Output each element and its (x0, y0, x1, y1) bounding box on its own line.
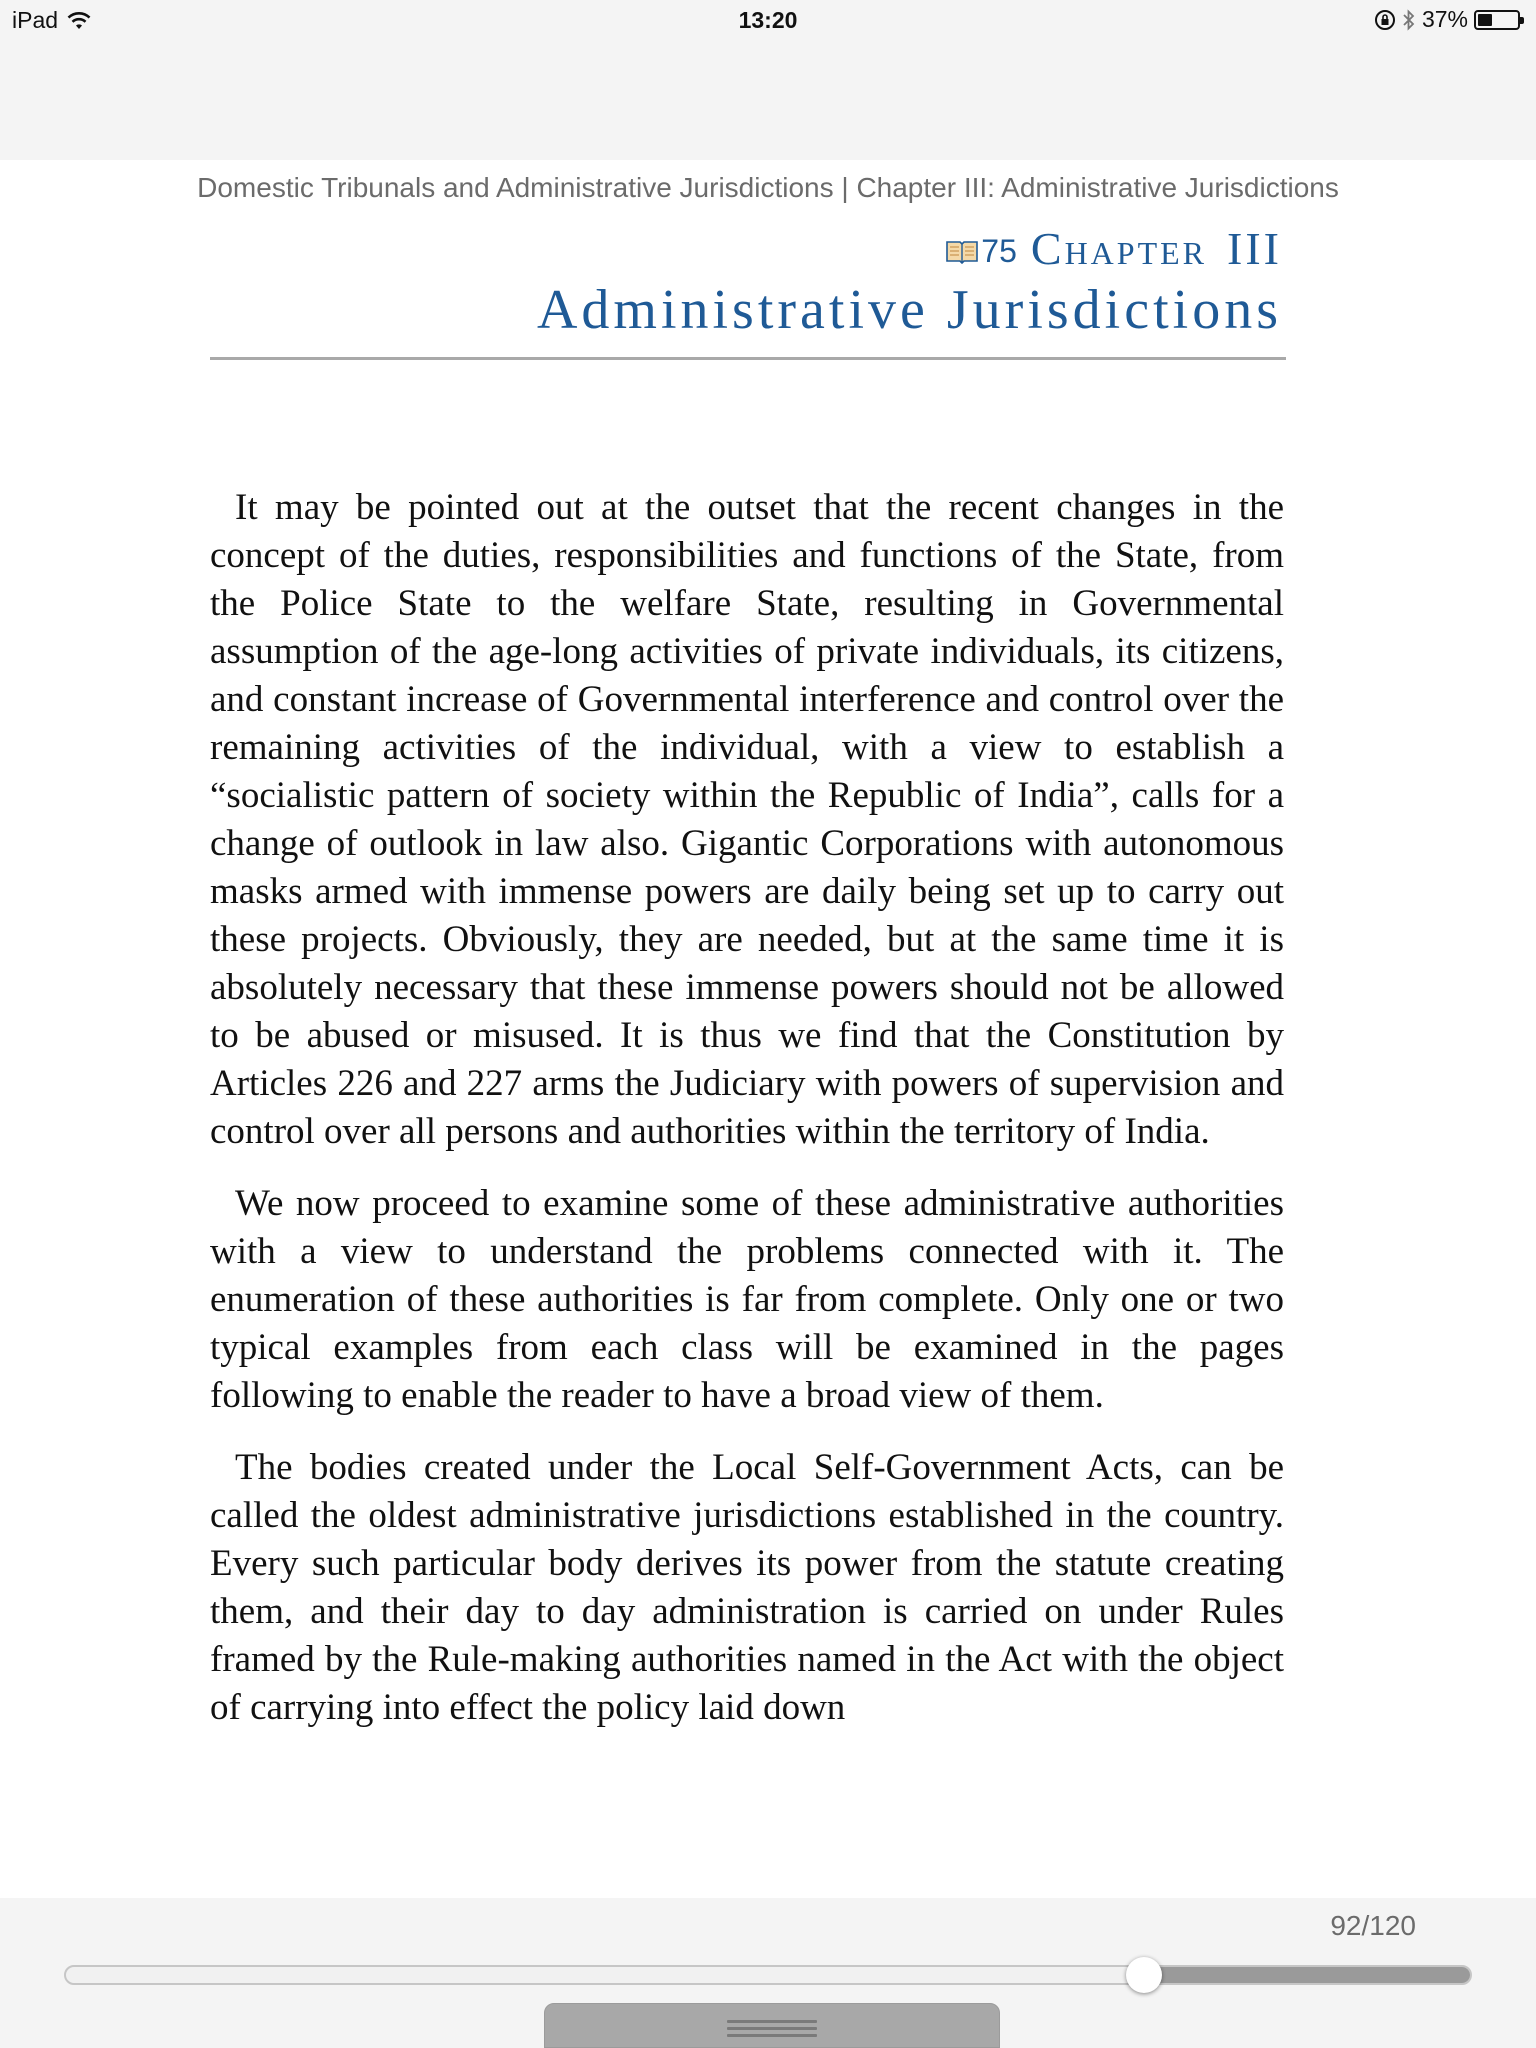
grip-icon (727, 2020, 817, 2036)
battery-fill (1478, 14, 1492, 26)
chapter-number: III (1227, 223, 1282, 274)
paragraph: We now proceed to examine some of these administrative authorities with a view to understand the problems connected with it. The enumeration of these authorities is far from complete. Only one or two typical examples from each class will be examined in the pages following to enable the reader to have a broad view of them. (210, 1183, 1284, 1416)
page-marker[interactable] (945, 233, 1017, 270)
reader-toolbar[interactable] (0, 42, 1536, 160)
chapter-line (537, 222, 1282, 275)
drawer-handle[interactable] (544, 2003, 1000, 2048)
battery-nub (1520, 17, 1524, 24)
chapter-label: Chapter (1030, 223, 1208, 274)
slider-knob[interactable] (1126, 1957, 1162, 1993)
heading-divider (210, 357, 1286, 360)
paragraph: The bodies created under the Local Self-Government Acts, can be called the oldest administrative jurisdictions established in the country. Every such particular body derives its power from the statute creating them, and their day to day administration is carried on under Rules framed by the Rule-making authorities named in the Act with the object of carrying into effect the policy laid down (210, 1447, 1284, 1728)
chapter-title: Administrative Jurisdictions (536, 279, 1282, 341)
page-body[interactable] (210, 484, 1284, 1732)
paragraph: It may be pointed out at the outset that the recent changes in the concept of the duties, responsibilities and functions of the State, from the Police State to the welfare State, resulting in Governmental assumption of the age-long activities of private individuals, its citizens, and constant increase of Governmental interference and control over the remaining activities of the individual, with a view to establish a “socialistic pattern of society within the Republic of India”, calls for a change of outlook in law also. Gigantic Corporations with autonomous masks armed with immense powers are daily being set up to carry out these projects. Obviously, they are needed, but at the same time it is absolutely necessary that these immense powers should not be allowed to be abused or misused. It is thus we find that the Constitution by Articles 226 and 227 arms the Judiciary with powers of supervision and control over all persons and authorities within the territory of India. (210, 487, 1284, 1152)
running-header: Domestic Tribunals and Administrative Jurisdictions | Chapter III: Administrative Jurisdictions (197, 172, 1339, 203)
status-time: 13:20 (738, 7, 798, 33)
page-count: 92/120 (1330, 1910, 1416, 1941)
device-name: iPad (12, 7, 59, 33)
book-icon (945, 238, 979, 264)
chapter-heading (537, 222, 1282, 345)
battery-percent: 37% (1421, 6, 1468, 32)
page-marker-number: 75 (981, 232, 1017, 269)
rotation-lock-icon (1374, 9, 1396, 31)
slider-progress (1142, 1967, 1470, 1983)
bluetooth-icon (1402, 8, 1416, 32)
status-right (1374, 6, 1520, 33)
page-slider[interactable] (64, 1965, 1472, 1985)
status-bar (0, 0, 1536, 42)
battery-icon (1474, 10, 1520, 30)
